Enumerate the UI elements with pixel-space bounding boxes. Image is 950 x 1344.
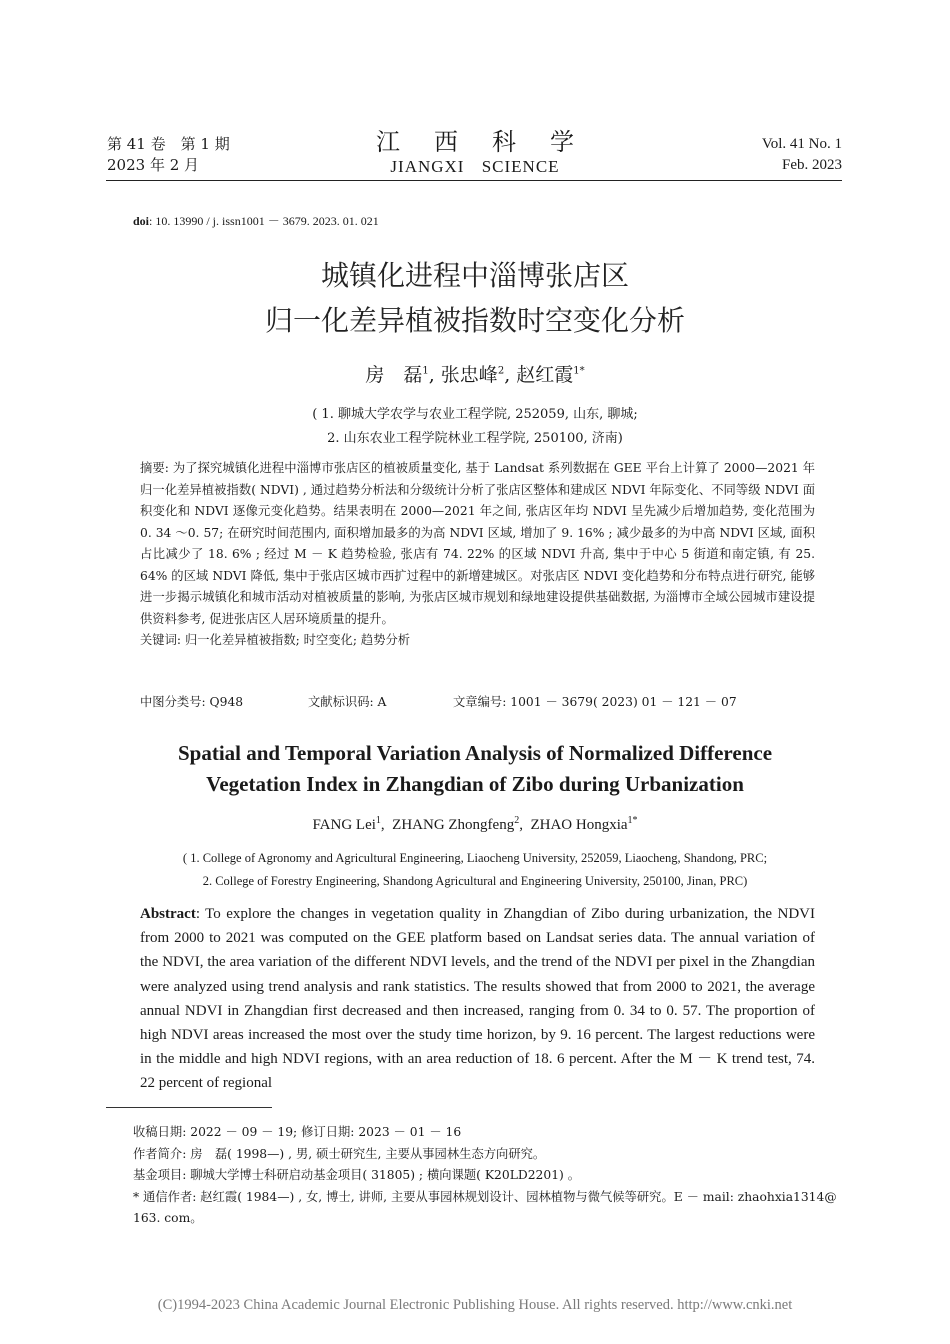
doi-label: doi [133, 214, 150, 228]
author-3-zh-sup: 1* [573, 365, 585, 377]
abstract-zh [140, 458, 815, 652]
footnote-received: 收稿日期: 2022 － 09 － 19; 修订日期: 2023 － 01 － 16 [133, 1125, 462, 1139]
title-en-line2: Vegetation Index in Zhangdian of Zibo during Urbanization [206, 772, 744, 796]
author-2-zh: 张忠峰 [440, 364, 498, 386]
abstract-en [140, 902, 815, 1096]
author-1-en: FANG Lei [312, 817, 376, 833]
header-rule [106, 180, 842, 181]
title-zh [0, 253, 950, 343]
copyright-notice: (C)1994-2023 China Academic Journal Electronic Publishing House. All rights reserved. http://www.cnki.net [157, 1297, 793, 1313]
abstract-en-label: Abstract [140, 906, 196, 922]
footnote-rule [106, 1107, 272, 1108]
header-volume-en: Vol. 41 No. 1 [761, 136, 842, 152]
affiliation-en-2: 2. College of Forestry Engineering, Shandong Agricultural and Engineering University, 250100, Jinan, PRC) [202, 874, 748, 888]
author-1-zh-sup: 1 [422, 365, 429, 377]
footnote-funding: 基金项目: 聊城大学博士科研启动基金项目( 31805) ; 横向课题( K20LD2201) 。 [133, 1168, 581, 1182]
header-date: 2023 年 2 月 [107, 156, 200, 174]
doi-line [133, 212, 379, 229]
article-number: 文章编号: 1001 － 3679( 2023) 01 － 121 － 07 [453, 695, 737, 709]
title-zh-line2: 归一化差异植被指数时空变化分析 [264, 304, 685, 337]
title-en-line1: Spatial and Temporal Variation Analysis of Normalized Difference [177, 741, 773, 765]
abstract-en-text: : To explore the changes in vegetation quality in Zhangdian of Zibo during urbanization, the NDVI from 2000 to 2021 was computed on the GEE platform based on Landsat series data. The annual variation of the NDVI, the area variation of the different NDVI levels, and the trend of the NDVI per pixel in the Zhangdian were analyzed using trend analysis and rank statistics. The results showed that from 2000 to 2021, the average annual NDVI in Zhangdian first decreased and then increased, ranging from 0. 34 to 0. 57. The proportion of high NDVI areas increased the most over the study time horizon, by 9. 16 percent. The largest reductions were in the middle and high NDVI regions, with an area reduction of 18. 6 percent. After the M － K trend test, 74. 22 percent of regional [140, 906, 815, 1092]
author-2-en-sup: 2 [514, 815, 520, 826]
footnote-corresponding: * 通信作者: 赵红霞( 1984—) , 女, 博士, 讲师, 主要从事园林规划设计、园林植物与微气候等研究。E － mail: zhaohxia1314@ 163. com。 [133, 1189, 837, 1225]
author-2-zh-sup: 2 [497, 365, 505, 377]
author-3-en: ZHAO Hongxia [530, 817, 628, 833]
clc-number: 中图分类号: Q948 [140, 695, 244, 709]
authors-zh [0, 360, 950, 387]
abstract-zh-text: 摘要: 为了探究城镇化进程中淄博市张店区的植被质量变化, 基于 Landsat 系列数据在 GEE 平台上计算了 2000—2021 年归一化差异植被指数( NDVI) , 通过趋势分析法和分级统计分析了张店区整体和建成区 NDVI 年际变化、不同等级 NDVI 面积变化和 NDVI 逐像元变化趋势。结果表明在 2000—2021 年之间, 张店区年均 NDVI 呈先减少后增加趋势, 变化范围为 0. 34 ～0. 57; 在研究时间范围内, 面积增加最多的为高 NDVI 区域, 增加了 9. 16% ; 减少最多的为中高 NDVI 区域, 面积占比减少了 18. 6% ; 经过 M － K 趋势检验, 张店有 74. 22% 的区域 NDVI 升高, 集中于中心 5 街道和南定镇, 有 25. 64% 的区域 NDVI 降低, 集中于张店区城市西扩过程中的新增建城区。对张店区 NDVI 变化趋势和分布特点进行研究, 能够进一步揭示城镇化和城市活动对植被质量的影响, 为张店区城市规划和绿地建设提供基础数据, 为淄博市全域公园城市建设提供资料参考, 促进张店区人居环境质量的提升。 [140, 461, 815, 626]
doi-value: : 10. 13990 / j. issn1001 － 3679. 2023. 01. 021 [149, 214, 379, 228]
author-1-en-sup: 1 [375, 815, 381, 826]
footnote-author-bio: 作者简介: 房 磊( 1998—) , 男, 硕士研究生, 主要从事园林生态方向研究。 [133, 1146, 546, 1161]
header-volume-info-en [762, 134, 842, 176]
affiliation-zh-2: 2. 山东农业工程学院林业工程学院, 250100, 济南) [327, 431, 623, 446]
author-3-zh: 赵红霞 [516, 364, 574, 386]
document-code: 文献标识码: A [308, 695, 387, 709]
classification-line [140, 692, 737, 710]
authors-en: FANG Lei$^1$, ZHANG Zhongfeng$^2$, ZHAO Hongxia$^{1*}$ [312, 815, 638, 833]
title-zh-line1: 城镇化进程中淄博张店区 [320, 259, 629, 292]
affiliation-zh-1: ( 1. 聊城大学农学与农业工程学院, 252059, 山东, 聊城; [312, 407, 638, 422]
author-3-en-sup: 1* [627, 815, 638, 826]
affiliations-zh [0, 403, 950, 451]
journal-name-en: JIANGXI SCIENCE [390, 157, 560, 176]
journal-name-zh: 江西科学 [376, 128, 608, 156]
author-2-en: ZHANG Zhongfeng [392, 817, 515, 833]
author-sep: , [504, 364, 511, 386]
author-sep: , [428, 364, 435, 386]
keywords-zh: 关键词: 归一化差异植被指数; 时空变化; 趋势分析 [140, 633, 411, 647]
header-date-en: Feb. 2023 [782, 157, 842, 173]
title-en [0, 738, 950, 800]
author-1-zh: 房 磊 [365, 364, 423, 386]
affiliation-en-1: ( 1. College of Agronomy and Agricultural Engineering, Liaocheng University, 252059, Liaocheng, Shandong, PRC; [182, 851, 768, 865]
header-volume: 第 41 卷 第 1 期 [107, 135, 230, 153]
footnotes [133, 1122, 848, 1230]
affiliations-en [0, 847, 950, 893]
